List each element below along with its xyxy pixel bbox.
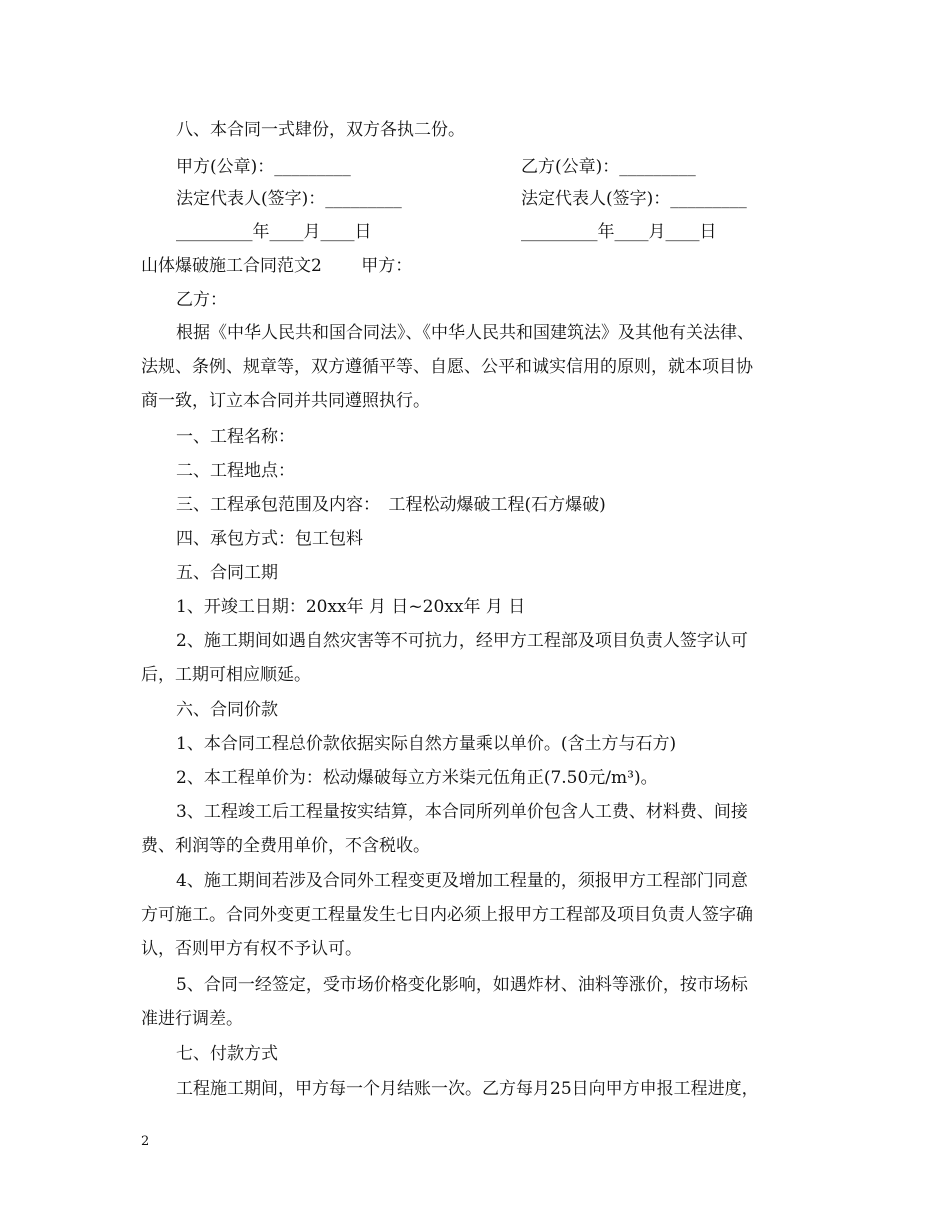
clause-3-scope: 三、工程承包范围及内容： 工程松动爆破工程(石方爆破) [176, 495, 606, 515]
clause-8-copies: 八、本合同一式肆份，双方各执二份。 [176, 120, 465, 140]
party-b-representative: 法定代表人(签字)：_________ [521, 189, 747, 209]
clause-5-heading: 五、合同工期 [176, 563, 278, 583]
clause-6-1: 1、本合同工程总价款依据实际自然方量乘以单价。(含土方与石方) [176, 734, 677, 754]
party-b-label: 乙方： [176, 290, 227, 310]
clause-2-project-location: 二、工程地点： [176, 461, 295, 481]
clause-5-1-dates: 1、开竣工日期：20xx年 月 日~20xx年 月 日 [176, 597, 526, 617]
preamble-line-3: 商一致，订立本合同并共同遵照执行。 [141, 391, 430, 411]
clause-6-4-line-3: 认，否则甲方有权不予认可。 [141, 939, 362, 959]
clause-6-5-line-2: 准进行调差。 [141, 1009, 243, 1029]
clause-7-line-1: 工程施工期间，甲方每一个月结账一次。乙方每月25日向甲方申报工程进度， [176, 1079, 759, 1099]
party-a-seal: 甲方(公章)：_________ [176, 157, 351, 177]
clause-5-2-line-2: 后，工期可相应顺延。 [141, 665, 311, 685]
party-a-representative: 法定代表人(签字)：_________ [176, 189, 402, 209]
page-number: 2 [141, 1134, 150, 1149]
clause-6-5-line-1: 5、合同一经签定，受市场价格变化影响，如遇炸材、油料等涨价，按市场标 [176, 975, 748, 995]
clause-6-4-line-2: 方可施工。合同外变更工程量发生七日内必须上报甲方工程部及项目负责人签字确 [141, 905, 753, 925]
party-a-date: _________年____月____日 [176, 222, 372, 242]
clause-6-heading: 六、合同价款 [176, 700, 278, 720]
clause-7-heading: 七、付款方式 [176, 1044, 278, 1064]
clause-1-project-name: 一、工程名称： [176, 427, 295, 447]
clause-6-2: 2、本工程单价为：松动爆破每立方米柒元伍角正(7.50元/m³)。 [176, 768, 658, 788]
clause-4-contract-mode: 四、承包方式：包工包料 [176, 529, 363, 549]
clause-6-3-line-2: 费、利润等的全费用单价，不含税收。 [141, 836, 430, 856]
party-b-seal: 乙方(公章)：_________ [521, 157, 696, 177]
clause-5-2-line-1: 2、施工期间如遇自然灾害等不可抗力，经甲方工程部及项目负责人签字认可 [176, 631, 748, 651]
party-b-date: _________年____月____日 [521, 222, 717, 242]
clause-6-4-line-1: 4、施工期间若涉及合同外工程变更及增加工程量的，须报甲方工程部门同意 [176, 871, 748, 891]
section-title-party-a: 山体爆破施工合同范文2 甲方： [141, 256, 413, 276]
preamble-line-2: 法规、条例、规章等，双方遵循平等、自愿、公平和诚实信用的原则，就本项目协 [141, 357, 753, 377]
clause-6-3-line-1: 3、工程竣工后工程量按实结算，本合同所列单价包含人工费、材料费、间接 [176, 802, 748, 822]
preamble-line-1: 根据《中华人民共和国合同法》、《中华人民共和国建筑法》及其他有关法律、 [176, 323, 754, 343]
